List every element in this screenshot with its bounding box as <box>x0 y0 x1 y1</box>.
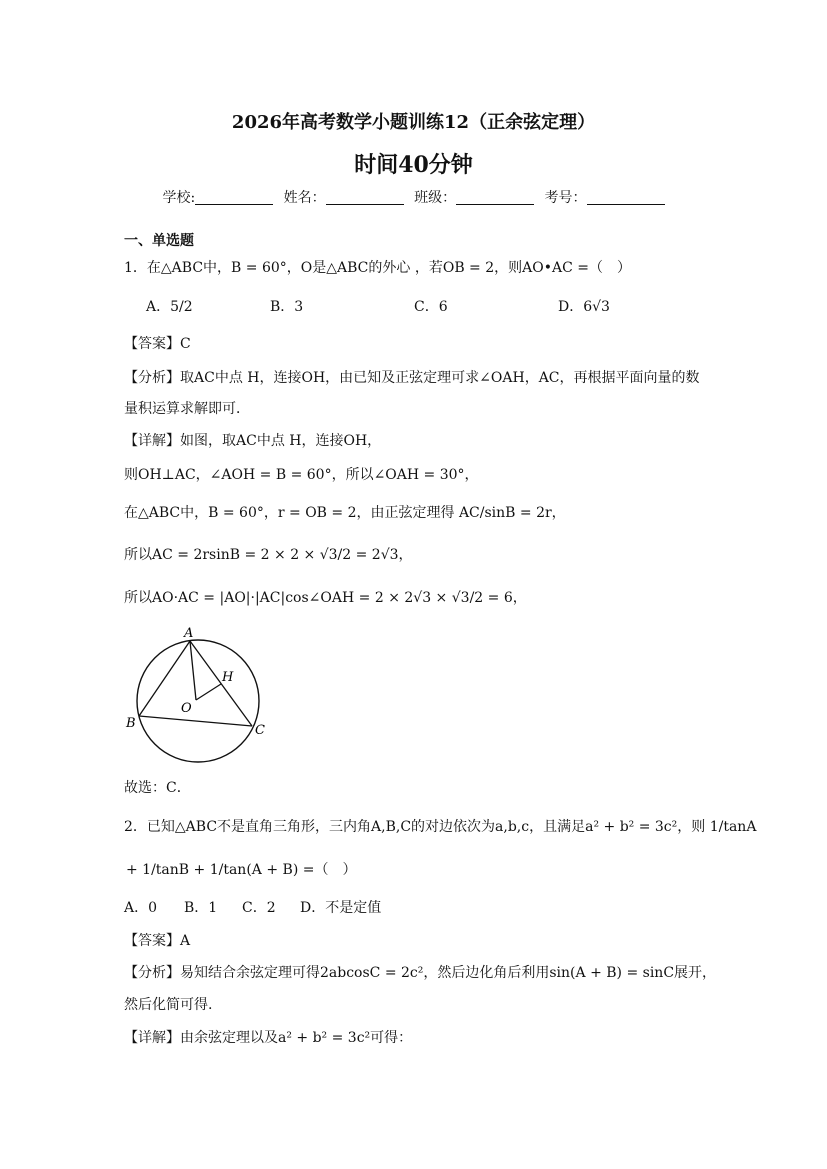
exam-number-field[interactable] <box>587 190 665 205</box>
segment-oh <box>196 684 221 700</box>
q1-option-d: D．6√3 <box>558 299 610 315</box>
school-field[interactable] <box>195 190 273 205</box>
segment-ao <box>190 641 196 700</box>
q1-detail-line5: 所以AO·AC = |AO|·|AC|cos∠OAH = 2 × 2√3 × √3/2 = 6， <box>124 590 527 606</box>
q1-conclusion: 故选：C． <box>124 780 191 796</box>
q2-detail-line1: 【详解】由余弦定理以及a² + b² = 3c²可得： <box>124 1030 413 1046</box>
q1-analysis-line2: 量积运算求解即可． <box>124 401 250 417</box>
q2-stem-line1: 2．已知△ABC不是直角三角形，三内角A,B,C的对边依次为a,b,c，且满足a² + b² = 3c²，则 1/tanA <box>124 819 757 835</box>
circumcircle <box>137 640 259 762</box>
name-label: 姓名： <box>283 190 326 206</box>
label-c: C <box>255 723 265 738</box>
class-label: 班级： <box>414 190 457 206</box>
q2-option-c: C．2 <box>242 900 276 916</box>
q1-detail-line1: 【详解】如图，取AC中点 H，连接OH， <box>124 433 382 449</box>
section-title: 一、单选题 <box>124 233 194 249</box>
q1-circle-figure <box>120 624 280 769</box>
q1-answer: 【答案】C <box>124 336 191 352</box>
class-field[interactable] <box>456 190 534 205</box>
label-o: O <box>181 701 192 716</box>
q2-option-b: B．1 <box>184 900 218 916</box>
q2-option-d: D．不是定值 <box>300 900 382 916</box>
label-b: B <box>126 716 136 731</box>
label-a: A <box>184 626 194 641</box>
side-ac <box>190 641 252 726</box>
school-label: 学校: <box>162 190 196 206</box>
exam-number-label: 考号： <box>544 190 587 206</box>
name-field[interactable] <box>326 190 404 205</box>
q2-answer: 【答案】A <box>124 933 191 949</box>
document-subtitle: 时间40分钟 <box>354 152 473 178</box>
q2-stem-line2: + 1/tanB + 1/tan(A + B) =（ ） <box>126 862 357 878</box>
q1-detail-line4: 所以AC = 2rsinB = 2 × 2 × √3/2 = 2√3， <box>124 547 413 563</box>
q1-option-b: B．3 <box>270 299 304 315</box>
q1-stem: 1．在△ABC中，B = 60°，O是△ABC的外心 ，若OB = 2，则AO•AC =（ ） <box>124 260 631 276</box>
q2-analysis-line1: 【分析】易知结合余弦定理可得2abcosC = 2c²，然后边化角后利用sin(A + B) = sinC展开， <box>124 965 717 981</box>
q1-option-c: C．6 <box>414 299 448 315</box>
q1-option-a: A．5/2 <box>146 299 193 315</box>
document-title: 2026年高考数学小题训练12（正余弦定理） <box>231 112 596 133</box>
label-h: H <box>222 670 234 685</box>
info-fields-row <box>0 190 827 207</box>
q2-option-a: A．0 <box>124 900 158 916</box>
q2-analysis-line2: 然后化简可得. <box>124 997 213 1013</box>
q1-analysis-line1: 【分析】取AC中点 H，连接OH，由已知及正弦定理可求∠OAH，AC，再根据平面向量的数 <box>124 370 700 386</box>
side-bc <box>139 716 252 726</box>
q1-detail-line3: 在△ABC中，B = 60°，r = OB = 2，由正弦定理得 AC/sinB = 2r， <box>124 505 566 521</box>
q1-detail-line2: 则OH⊥AC，∠AOH = B = 60°，所以∠OAH = 30°， <box>124 467 479 483</box>
